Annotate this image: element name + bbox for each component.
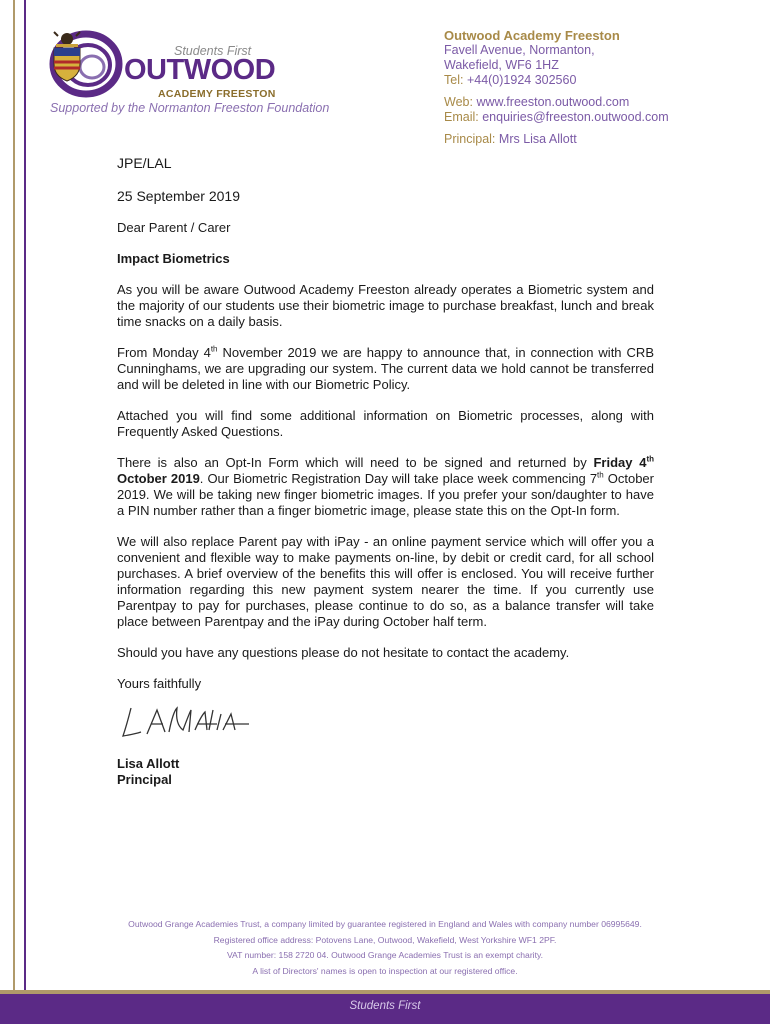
- paragraph-3: Attached you will find some additional information on Biometric processes, along with Frequently Asked Questions.: [117, 408, 654, 439]
- contact-block: [444, 28, 669, 147]
- address-line-2: Wakefield, WF6 1HZ: [444, 58, 559, 72]
- logo-subtitle: ACADEMY FREESTON: [158, 88, 276, 100]
- left-gold-rule: [13, 0, 15, 1024]
- telephone-line: [444, 73, 669, 88]
- footer-band: [0, 994, 770, 1024]
- footer-line-3: VAT number: 158 2720 04. Outwood Grange Academies Trust is an exempt charity.: [226, 950, 544, 960]
- left-purple-rule: [24, 0, 26, 1024]
- signatory-title: Principal: [117, 772, 172, 787]
- logo-tagline: Students First: [174, 44, 252, 58]
- email-label: Email:: [444, 110, 479, 124]
- signature-image: [117, 702, 654, 742]
- paragraph-6: Should you have any questions please do not hesitate to contact the academy.: [117, 645, 570, 660]
- web-link[interactable]: www.freeston.outwood.com: [476, 95, 630, 109]
- principal-label: Principal:: [444, 132, 496, 146]
- tel-label: Tel:: [444, 73, 464, 87]
- footer-line-1: Outwood Grange Academies Trust, a company limited by guarantee registered in England and Wales with company number 06995649.: [128, 919, 642, 929]
- letter-date: 25 September 2019: [117, 188, 240, 204]
- logo-wordmark: OUTWOOD: [124, 54, 276, 86]
- academy-logo: [48, 30, 318, 100]
- email-line: [444, 110, 669, 125]
- school-crest-icon: [48, 30, 86, 82]
- address-line-1: Favell Avenue, Normanton,: [444, 43, 595, 57]
- salutation: Dear Parent / Carer: [117, 220, 231, 235]
- web-line: [444, 95, 669, 110]
- closing: Yours faithfully: [117, 676, 202, 691]
- paragraph-4: There is also an Opt-In Form which will need to be signed and returned by Friday 4th October 2019. Our Biometric Registration Day will take place week commencing 7th October 2019. We will be taking new finger biometric images. If you prefer your son/daughter to have a PIN number rather than a finger biometric image, please state this on the Opt-In form.: [117, 454, 655, 518]
- principal-line: [444, 132, 669, 147]
- support-line: Supported by the Normanton Freeston Foundation: [50, 101, 330, 115]
- footer-line-4: A list of Directors' names is open to inspection at our registered office.: [252, 965, 518, 976]
- footer-line-2: Registered office address: Potovens Lane, Outwood, Wakefield, West Yorkshire WF1 2PF.: [213, 934, 557, 945]
- paragraph-1: As you will be aware Outwood Academy Freeston already operates a Biometric system and the majority of our students use their biometric image to purchase breakfast, lunch and break time snacks on a daily basis.: [117, 282, 654, 329]
- letter-body: [117, 155, 654, 788]
- tel-number: +44(0)1924 302560: [466, 73, 577, 87]
- signatory-name: Lisa Allott: [117, 756, 180, 771]
- paragraph-2: From Monday 4th November 2019 we are happy to announce that, in connection with CRB Cunninghams, we are upgrading our system. The current data we hold cannot be transferred and will be deleted in line with our Biometric Policy.: [117, 344, 654, 392]
- paragraph-5: We will also replace Parent pay with iPay - an online payment service which will offer you a convenient and flexible way to make payments on-line, by debit or credit card, for all school purchases. A brief overview of the benefits this will offer is enclosed. You will receive further information regarding this new payment system nearer the time. If you currently use Parentpay to pay for purchases, please continue to do so, as a balance transfer will take place between Parentpay and the iPay during October half term.: [117, 534, 654, 629]
- letter-reference: JPE/LAL: [117, 155, 172, 171]
- principal-name: Mrs Lisa Allott: [498, 132, 577, 146]
- school-name: Outwood Academy Freeston: [444, 28, 620, 43]
- footer-legal: [30, 917, 740, 979]
- footer-band-text: Students First: [349, 1000, 421, 1012]
- letter-subject: Impact Biometrics: [117, 251, 230, 266]
- email-link[interactable]: enquiries@freeston.outwood.com: [482, 110, 669, 124]
- web-label: Web:: [444, 95, 473, 109]
